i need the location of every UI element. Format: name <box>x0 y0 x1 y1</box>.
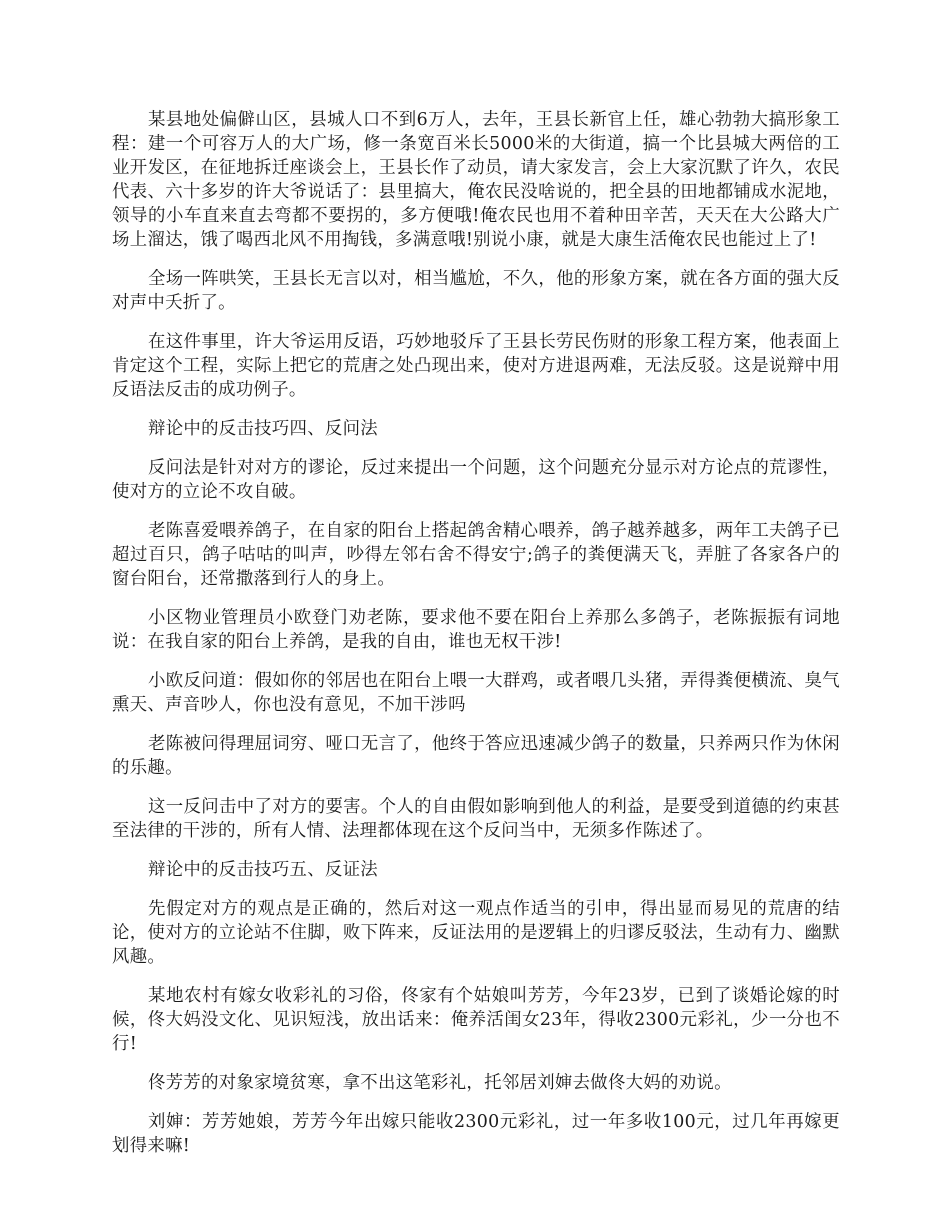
paragraph-12: 先假定对方的观点是正确的，然后对这一观点作适当的引申，得出显而易见的荒唐的结论，使对方的立论站不住脚，败下阵来，反证法用的是逻辑上的归谬反驳法，生动有力、幽默风趣。 <box>112 899 840 967</box>
paragraph-2: 全场一阵哄笑，王县长无言以对，相当尴尬，不久，他的形象方案，就在各方面的强大反对声中夭折了。 <box>112 269 840 313</box>
paragraph-15: 刘婶：芳芳她娘，芳芳今年出嫁只能收2300元彩礼，过一年多收100元，过几年再嫁更划得来嘛! <box>112 1112 840 1156</box>
paragraph-9: 老陈被问得理屈词穷、哑口无言了，他终于答应迅速减少鸽子的数量，只养两只作为休闲的乐趣。 <box>112 734 840 778</box>
section-heading-4: 辩论中的反击技巧四、反问法 <box>148 419 378 439</box>
document-page <box>112 108 840 1173</box>
paragraph-10: 这一反问击中了对方的要害。个人的自由假如影响到他人的利益，是要受到道德的约束甚至法律的干涉的，所有人情、法理都体现在这个反问当中，无须多作陈述了。 <box>112 797 840 841</box>
paragraph-6: 老陈喜爱喂养鸽子，在自家的阳台上搭起鸽舍精心喂养，鸽子越养越多，两年工夫鸽子已超过百只，鸽子咕咕的叫声，吵得左邻右舍不得安宁;鸽子的粪便满天飞，弄脏了各家各户的窗台阳台，还常撒落到行人的身上。 <box>112 521 840 589</box>
paragraph-13: 某地农村有嫁女收彩礼的习俗，佟家有个姑娘叫芳芳，今年23岁，已到了谈婚论嫁的时候，佟大妈没文化、见识短浅，放出话来：俺养活闺女23年，得收2300元彩礼，少一分也不行! <box>112 986 840 1054</box>
paragraph-1: 某县地处偏僻山区，县城人口不到6万人，去年，王县长新官上任，雄心勃勃大搞形象工程：建一个可容万人的大广场，修一条宽百米长5000米的大街道，搞一个比县城大两倍的工业开发区，在征地拆迁座谈会上，王县长作了动员，请大家发言，会上大家沉默了许久，农民代表、六十多岁的许大爷说话了：县里搞大，俺农民没啥说的，把全县的田地都铺成水泥地，领导的小车直来直去弯都不要拐的，多方便哦!俺农民也用不着种田辛苦，天天在大公路大广场上溜达，饿了喝西北风不用掏钱，多满意哦!别说小康，就是大康生活俺农民也能过上了! <box>112 110 840 250</box>
paragraph-8: 小欧反问道：假如你的邻居也在阳台上喂一大群鸡，或者喂几头猪，弄得粪便横流、臭气熏天、声音吵人，你也没有意见，不加干涉吗 <box>112 671 840 715</box>
paragraph-5: 反问法是针对对方的谬论，反过来提出一个问题，这个问题充分显示对方论点的荒谬性，使对方的立论不攻自破。 <box>112 458 840 502</box>
paragraph-7: 小区物业管理员小欧登门劝老陈，要求他不要在阳台上养那么多鸽子，老陈振振有词地说：在我自家的阳台上养鸽，是我的自由，谁也无权干涉! <box>112 608 840 652</box>
paragraph-14: 佟芳芳的对象家境贫寒，拿不出这笔彩礼，托邻居刘婶去做佟大妈的劝说。 <box>148 1073 732 1093</box>
paragraph-3: 在这件事里，许大爷运用反语，巧妙地驳斥了王县长劳民伤财的形象工程方案，他表面上肯定这个工程，实际上把它的荒唐之处凸现出来，使对方进退两难，无法反驳。这是说辩中用反语法反击的成功例子。 <box>112 332 840 400</box>
section-heading-5: 辩论中的反击技巧五、反证法 <box>148 860 378 880</box>
